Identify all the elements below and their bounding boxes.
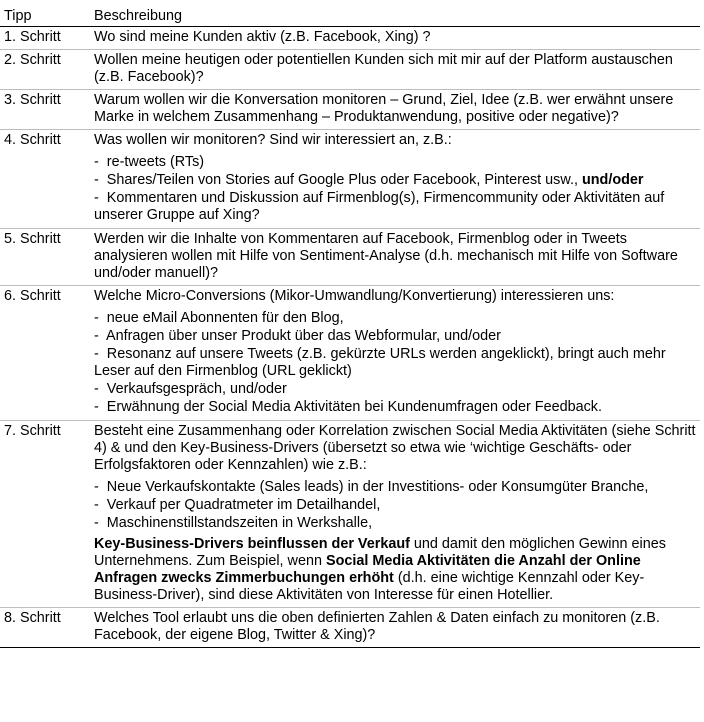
- bullet-item: - Resonanz auf unsere Tweets (z.B. gekürzte URLs werden angeklickt), bringt auch mehr Leser auf den Firmenblog (URL geklickt): [94, 346, 666, 379]
- column-header-tipp: Tipp: [0, 2, 90, 27]
- step-label: 6. Schritt: [0, 286, 90, 421]
- bullet-item: - Maschinenstillstandszeiten in Werkshalle,: [94, 515, 373, 531]
- bullet-text: Shares/Teilen von Stories auf Google Plus oder Facebook, Pinterest usw.,: [106, 172, 578, 188]
- bullet-list: [94, 154, 700, 224]
- bullet-item: - Anfragen über unser Produkt über das Webformular, und/oder: [94, 328, 501, 344]
- bullet-item: - Verkaufsgespräch, und/oder: [94, 381, 287, 397]
- bullet-item: - re-tweets (RTs): [94, 154, 205, 170]
- paragraph-emphasis: Social Media Aktivitäten die Anzahl der Online Anfragen zwecks Zimmerbuchungen erhöht: [94, 553, 641, 586]
- step-label: 4. Schritt: [0, 130, 90, 229]
- table-row: [0, 50, 700, 90]
- bullet-text: Anfragen über unser Produkt über das Webformular, und/oder: [106, 328, 501, 344]
- table-row: [0, 229, 700, 286]
- step-label: 1. Schritt: [0, 27, 90, 50]
- bullet-text: Verkaufsgespräch, und/oder: [106, 381, 287, 397]
- bullet-text: Maschinenstillstandszeiten in Werkshalle,: [106, 515, 373, 531]
- table-header: [0, 2, 700, 27]
- step-label: 3. Schritt: [0, 90, 90, 130]
- step-description: Was wollen wir monitoren? Sind wir interessiert an, z.B.:: [94, 132, 452, 148]
- step-description: Wollen meine heutigen oder potentiellen Kunden sich mit mir auf der Platform austauschen (z.B. Facebook)?: [90, 50, 700, 90]
- bullet-item: - Shares/Teilen von Stories auf Google Plus oder Facebook, Pinterest usw., und/oder: [94, 172, 644, 188]
- bullet-text: Verkauf per Quadratmeter im Detailhandel,: [106, 497, 381, 513]
- explanation-paragraph: [94, 536, 700, 604]
- paragraph-text: (d.h. eine wichtige Kennzahl oder Key-Business-Driver), sind diese Aktivitäten von Interesse für einen Hotellier.: [94, 570, 645, 603]
- step-cell: [90, 130, 700, 229]
- table-row: [0, 421, 700, 608]
- step-label: 8. Schritt: [0, 608, 90, 648]
- bullet-text: Erwähnung der Social Media Aktivitäten bei Kundenumfragen oder Feedback.: [106, 399, 602, 415]
- bullet-text: Resonanz auf unsere Tweets (z.B. gekürzte URLs werden angeklickt), bringt auch mehr Leser auf den Firmenblog (URL geklickt): [94, 346, 666, 379]
- paragraph-emphasis: Key-Business-Drivers beinflussen der Verkauf: [94, 536, 410, 552]
- table-row: [0, 130, 700, 229]
- paragraph-text: und damit den möglichen Gewinn eines Unternehmens. Zum Beispiel, wenn: [94, 536, 666, 569]
- tips-table: [0, 2, 700, 648]
- header-row: [0, 2, 700, 27]
- table-row: [0, 286, 700, 421]
- table-row: [0, 27, 700, 50]
- step-label: 7. Schritt: [0, 421, 90, 608]
- bullet-list: [94, 310, 700, 416]
- table-row: [0, 90, 700, 130]
- bullet-text: Kommentaren und Diskussion auf Firmenblog(s), Firmencommunity oder Aktivitäten auf unserer Gruppe auf Xing?: [94, 190, 665, 223]
- step-description: Besteht eine Zusammenhang oder Korrelation zwischen Social Media Aktivitäten (siehe Schritt 4) & und den Key-Business-Drivers (übersetzt so etwa wie ‘wichtige Geschäfts- oder Erfolgsfaktoren oder Kennzahlen) wie z.B.:: [94, 423, 696, 473]
- column-header-beschreibung: Beschreibung: [90, 2, 700, 27]
- step-description: Werden wir die Inhalte von Kommentaren auf Facebook, Firmenblog oder in Tweets analysieren wollen mit Hilfe von Sentiment-Analyse (d.h. mechanisch mit Hilfe von Software und/oder manuell)?: [90, 229, 700, 286]
- step-description: Wo sind meine Kunden aktiv (z.B. Facebook, Xing) ?: [90, 27, 700, 50]
- step-description: Welche Micro-Conversions (Mikor-Umwandlung/Konvertierung) interessieren uns:: [94, 288, 615, 304]
- step-description: Welches Tool erlaubt uns die oben definierten Zahlen & Daten einfach zu monitoren (z.B. Facebook, der eigene Blog, Twitter & Xing)?: [90, 608, 700, 648]
- bullet-item: - Neue Verkaufskontakte (Sales leads) in der Investitions- oder Konsumgüter Branche,: [94, 479, 649, 495]
- bullet-emphasis: und/oder: [581, 172, 644, 188]
- bullet-item: - Erwähnung der Social Media Aktivitäten bei Kundenumfragen oder Feedback.: [94, 399, 602, 415]
- step-description: Warum wollen wir die Konversation monitoren – Grund, Ziel, Idee (z.B. wer erwähnt unsere Marke in welchem Zusammenhang – Produktanwendung, positive oder negative)?: [90, 90, 700, 130]
- bullet-item: - neue eMail Abonnenten für den Blog,: [94, 310, 344, 326]
- step-label: 5. Schritt: [0, 229, 90, 286]
- step-cell: [90, 421, 700, 608]
- step-cell: [90, 286, 700, 421]
- bullet-text: Neue Verkaufskontakte (Sales leads) in der Investitions- oder Konsumgüter Branche,: [106, 479, 649, 495]
- bullet-list: [94, 479, 700, 532]
- bullet-item: - Verkauf per Quadratmeter im Detailhandel,: [94, 497, 381, 513]
- bullet-text: re-tweets (RTs): [106, 154, 205, 170]
- bullet-item: - Kommentaren und Diskussion auf Firmenblog(s), Firmencommunity oder Aktivitäten auf unserer Gruppe auf Xing?: [94, 190, 665, 223]
- step-label: 2. Schritt: [0, 50, 90, 90]
- table-row: [0, 608, 700, 648]
- bullet-text: neue eMail Abonnenten für den Blog,: [106, 310, 344, 326]
